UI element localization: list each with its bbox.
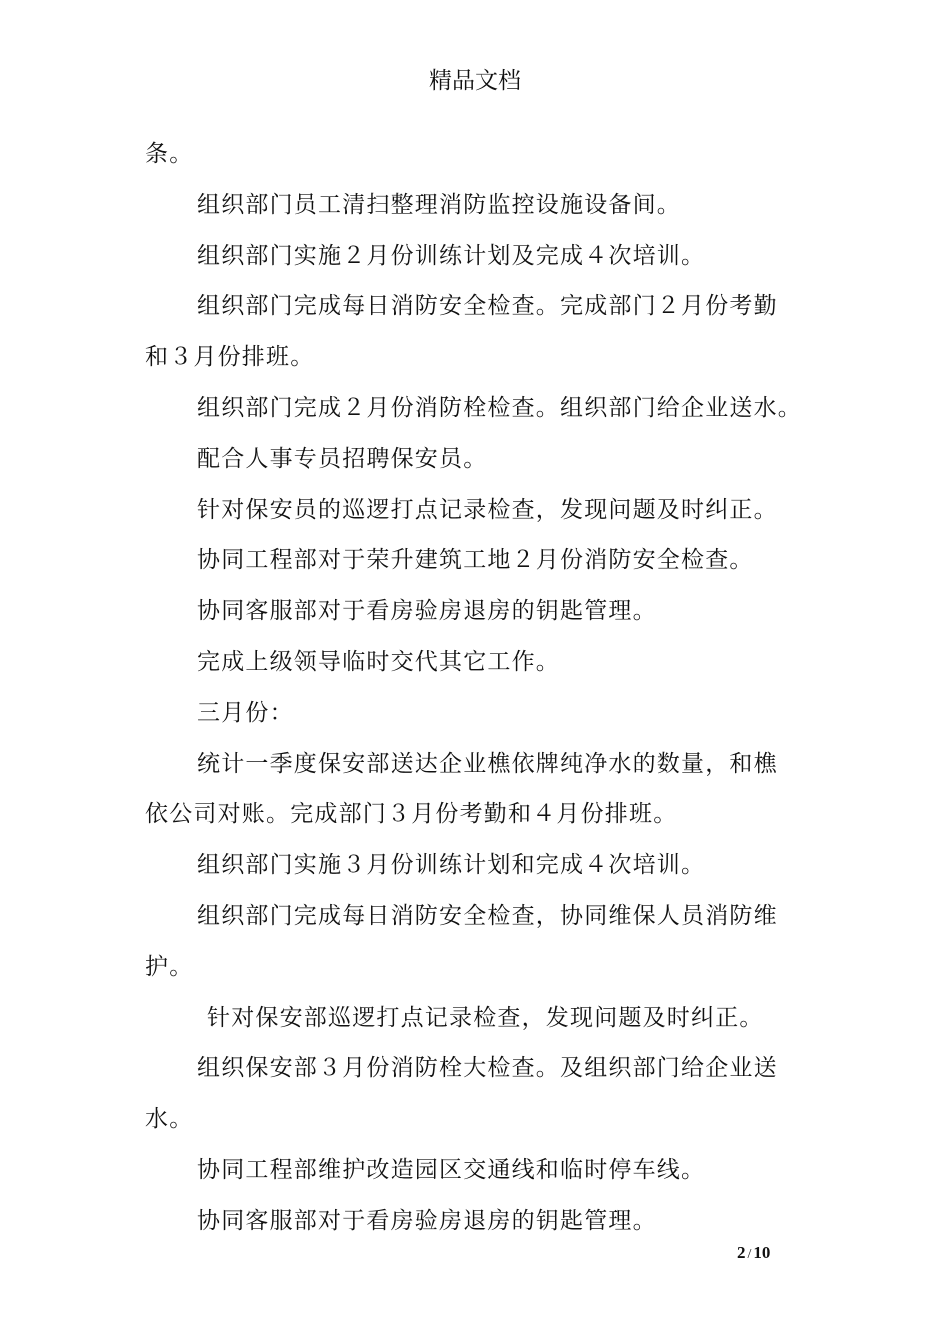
paragraph-line: 组织保安部３月份消防栓大检查。及组织部门给企业送 <box>197 1055 778 1082</box>
page-separator: / <box>747 1247 752 1262</box>
paragraph-line: 护。 <box>145 953 194 980</box>
paragraph-line: 协同客服部对于看房验房退房的钥匙管理。 <box>197 598 657 625</box>
paragraph-line: 组织部门实施３月份训练计划和完成４次培训。 <box>197 852 706 879</box>
paragraph-line: 条。 <box>145 141 194 167</box>
document-body <box>145 129 815 1247</box>
paragraph-line: 针对保安部巡逻打点记录检查，发现问题及时纠正。 <box>207 1004 764 1031</box>
paragraph-line: 组织部门实施２月份训练计划及完成４次培训。 <box>197 242 706 269</box>
page-number <box>737 1242 770 1266</box>
paragraph-line: 组织部门完成每日消防安全检查，协同维保人员消防维 <box>197 902 778 929</box>
paragraph-line: 水。 <box>145 1106 194 1133</box>
paragraph-line: 组织部门员工清扫整理消防监控设施设备间。 <box>197 191 681 218</box>
page-header <box>0 64 950 98</box>
paragraph-line: 协同客服部对于看房验房退房的钥匙管理。 <box>197 1207 657 1234</box>
total-pages: 10 <box>753 1243 771 1262</box>
paragraph-line: 配合人事专员招聘保安员。 <box>197 445 488 472</box>
paragraph-line: 组织部门完成２月份消防栓检查。组织部门给企业送水。 <box>197 394 802 421</box>
paragraph-line: 协同工程部维护改造园区交通线和临时停车线。 <box>197 1156 706 1183</box>
paragraph-line: 协同工程部对于荣升建筑工地２月份消防安全检查。 <box>197 547 754 574</box>
paragraph-line: 和３月份排班。 <box>145 344 315 371</box>
paragraph-line: 统计一季度保安部送达企业樵依牌纯净水的数量，和樵 <box>197 750 778 777</box>
paragraph-line: 组织部门完成每日消防安全检查。完成部门２月份考勤 <box>197 293 778 320</box>
paragraph-line: 依公司对账。完成部门３月份考勤和４月份排班。 <box>145 801 678 828</box>
current-page: 2 <box>737 1243 746 1262</box>
section-heading: 三月份： <box>197 699 294 726</box>
paragraph-line: 针对保安员的巡逻打点记录检查，发现问题及时纠正。 <box>197 496 778 523</box>
paragraph-line: 完成上级领导临时交代其它工作。 <box>197 648 560 675</box>
header-title: 精品文档 <box>429 68 521 94</box>
